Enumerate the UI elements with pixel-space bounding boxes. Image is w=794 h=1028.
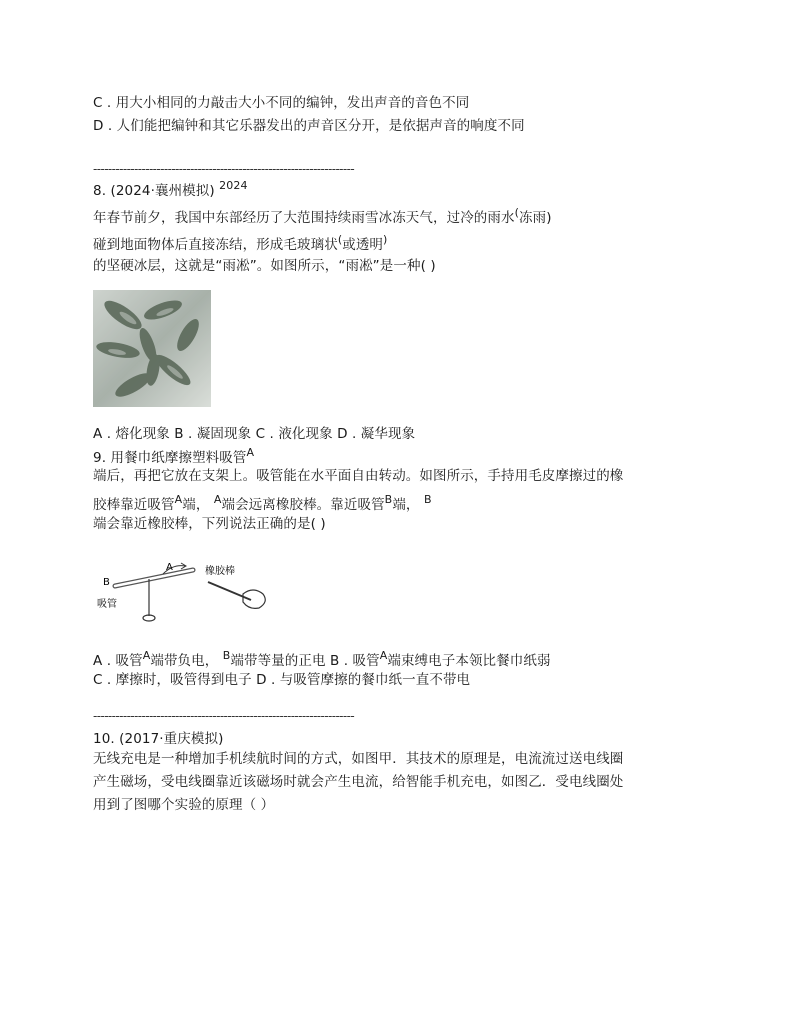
q9-label-b: B [222, 649, 231, 662]
q8-header-year: 2024 [219, 179, 248, 192]
fig-label-rod: 橡胶棒 [205, 566, 235, 577]
rubber-rod-shape [208, 582, 251, 600]
q9-line-3: 端会靠近橡胶棒，下列说法正确的是( ) [93, 516, 326, 532]
q10-line-1: 无线充电是一种增加手机续航时间的方式，如图甲．其技术的原理是，电流流过送电线圈 [93, 751, 624, 767]
q8-text: 碰到地面物体后直接冻结，形成毛玻璃状 [93, 237, 338, 253]
q8-text: 或透明 [342, 237, 384, 253]
q8-source: 8. (2024·襄州模拟) [93, 183, 215, 199]
q8-text: 年春节前夕，我国中东部经历了大范围持续雨雪冰冻天气，过冷的雨水 [93, 210, 515, 226]
fig-label-b: B [103, 577, 110, 588]
q8-line-2: 碰到地面物体后直接冻结，形成毛玻璃状(或透明) [93, 233, 388, 253]
hand-shape [243, 590, 265, 608]
q7-option-d: D . 人们能把编钟和其它乐器发出的声音区分开，是依据声音的响度不同 [93, 118, 525, 134]
q10-line-2: 产生磁场，受电线圈靠近该磁场时就会产生电流，给智能手机充电，如图乙．受电线圈处 [93, 774, 624, 790]
q8-text: 冻雨 [519, 210, 547, 226]
section-divider-2: ---------------------------------------------------------------------- [93, 709, 355, 723]
q10-line-3: 用到了图哪个实验的原理（ ） [93, 797, 275, 813]
q9-text: 端， [182, 497, 210, 513]
q8-line-1: 年春节前夕，我国中东部经历了大范围持续雨雪冰冻天气，过冷的雨水(冻雨) [93, 206, 552, 226]
fig-label-straw: 吸管 [97, 599, 117, 610]
q8-options: A . 熔化现象 B . 凝固现象 C . 液化现象 D . 凝华现象 [93, 426, 416, 442]
q9-label-b: B [384, 493, 393, 506]
q9-label-a: A [246, 446, 255, 459]
q9-line-2 [93, 490, 432, 515]
q10-header: 10. (2017·重庆模拟) [93, 731, 224, 747]
section-divider: ---------------------------------------------------------------------- [93, 162, 355, 176]
q9-label-a: A [142, 649, 151, 662]
q9-label-a: A [213, 493, 222, 506]
q9-options-cd: C . 摩擦时，吸管得到电子 D . 与吸管摩擦的餐巾纸一直不带电 [93, 672, 471, 688]
q9-text: A . 吸管 [93, 653, 143, 669]
q9-text: 端束缚电子本领比餐巾纸弱 [387, 653, 551, 669]
q9-line-1: 端后，再把它放在支架上。吸管能在水平面自由转动。如图所示，手持用毛皮摩擦过的橡 [93, 468, 624, 484]
straw-experiment-figure [93, 550, 273, 630]
q9-label-a: A [379, 649, 388, 662]
q9-text: 端带负电， [150, 653, 219, 669]
q9-label-a: A [174, 493, 183, 506]
q9-text: 9. 用餐巾纸摩擦塑料吸管 [93, 450, 247, 466]
q8-header [93, 176, 248, 201]
q8-line-3: 的坚硬冰层，这就是“雨凇”。如图所示，“雨凇”是一种( ) [93, 258, 436, 274]
q9-text: 端带等量的正电 B . 吸管 [230, 653, 380, 669]
glaze-ice-leaves-photo [93, 290, 211, 407]
q9-text: 端会远离橡胶棒。靠近吸管 [221, 497, 385, 513]
q9-text: 端， [392, 497, 420, 513]
q9-header [93, 443, 254, 468]
q9-options-ab [93, 646, 551, 671]
q7-option-c: C . 用大小相同的力敲击大小不同的编钟，发出声音的音色不同 [93, 95, 470, 111]
fig-label-a: A [166, 562, 173, 573]
q9-label-b: B [423, 493, 432, 506]
q9-text: 胶棒靠近吸管 [93, 497, 175, 513]
